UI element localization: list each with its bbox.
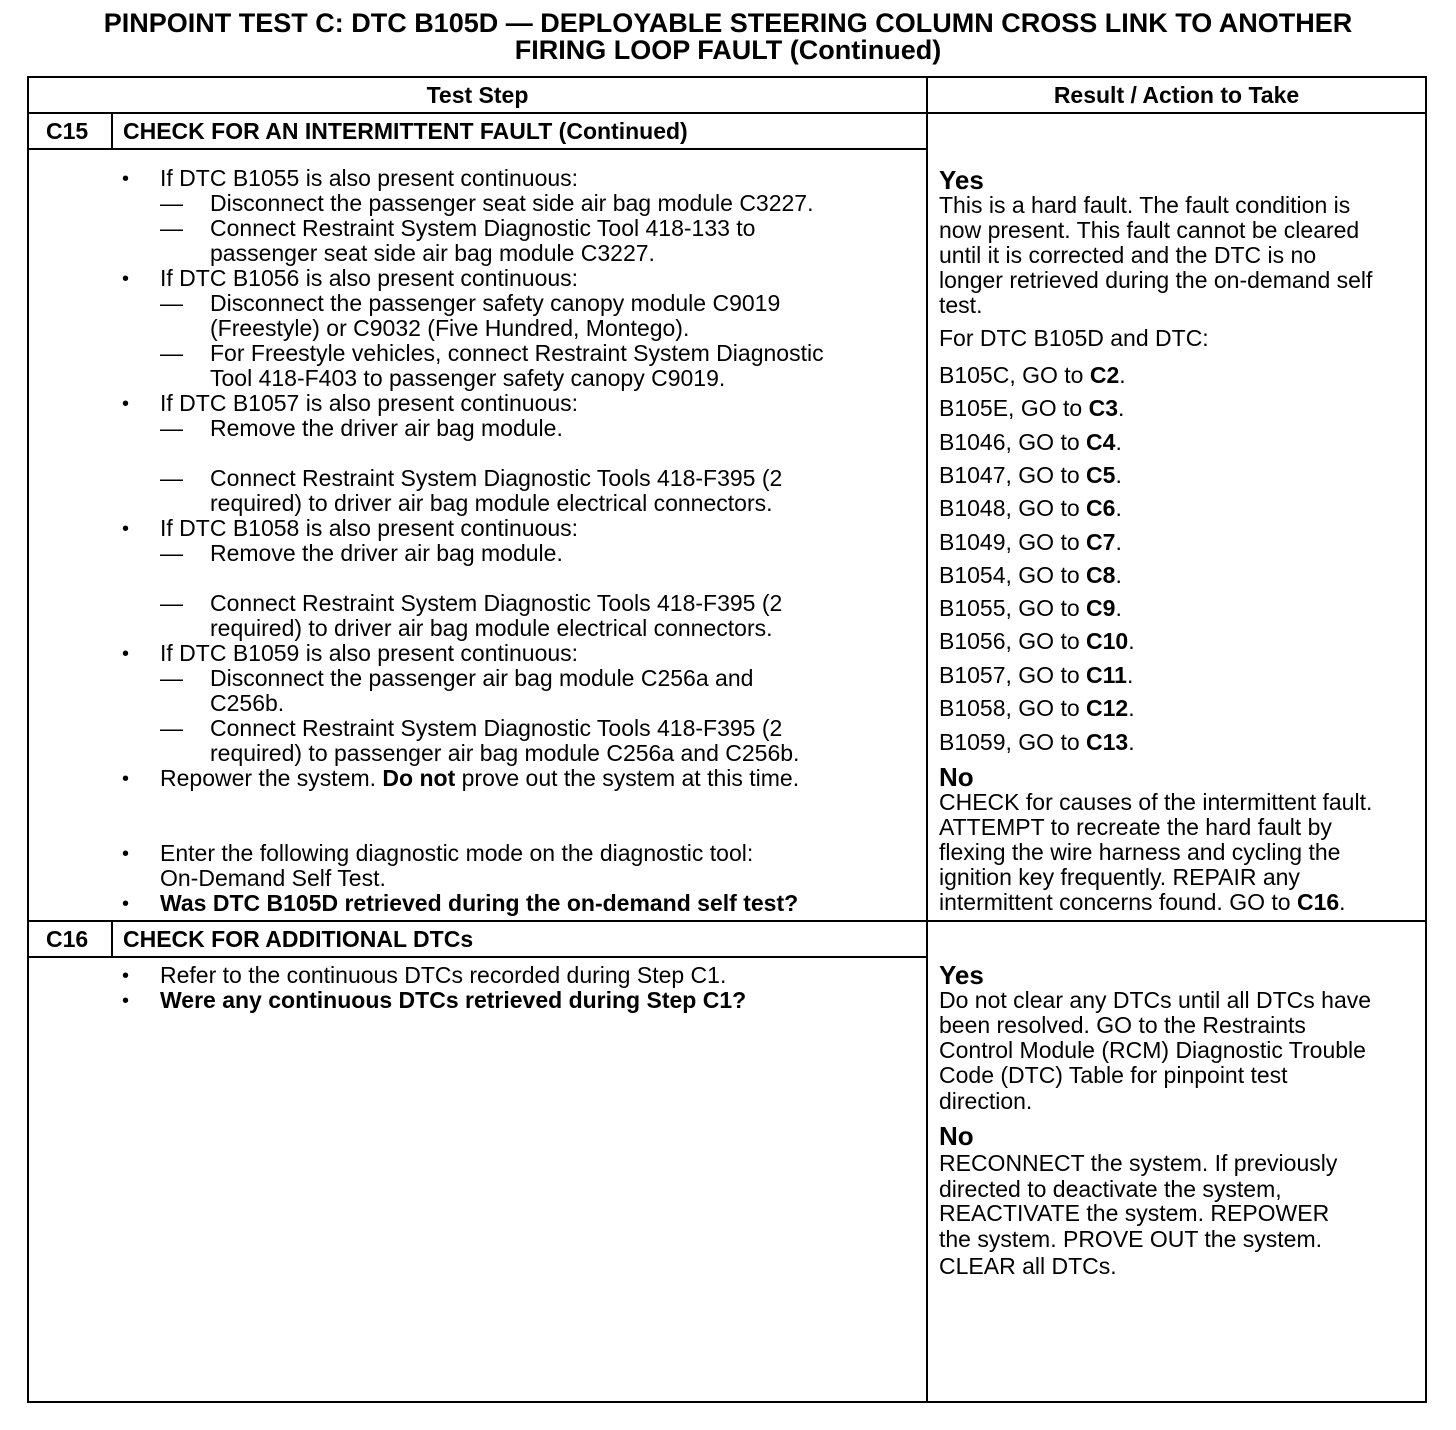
title-line-2: FIRING LOOP FAULT (Continued) xyxy=(514,35,942,65)
dash-icon: — xyxy=(160,190,183,216)
c16-yes-line: been resolved. GO to the Restraints xyxy=(939,1012,1306,1038)
dash-icon: — xyxy=(160,340,183,366)
dash-icon: — xyxy=(160,290,183,316)
c16-no-line: RECONNECT the system. If previously xyxy=(939,1150,1338,1176)
c15-substep-cont: (Freestyle) or C9032 (Five Hundred, Montego). xyxy=(210,315,690,341)
c15-substep: For Freestyle vehicles, connect Restraint System Diagnostic xyxy=(210,340,824,366)
c15-step-b1057: If DTC B1057 is also present continuous: xyxy=(160,390,579,416)
c16-yes-line: Do not clear any DTCs until all DTCs have xyxy=(939,987,1372,1013)
goto-item: B1057, GO to C11. xyxy=(939,662,1134,688)
column-divider xyxy=(926,76,928,1403)
c15-substep: Connect Restraint System Diagnostic Tool 418-133 to xyxy=(210,215,756,241)
goto-item: B105C, GO to C2. xyxy=(939,362,1126,388)
c15-substep-cont: required) to passenger air bag module C256a and C256b. xyxy=(210,740,800,766)
goto-item: B1049, GO to C7. xyxy=(939,529,1122,555)
bullet-icon: • xyxy=(122,168,130,190)
goto-item: B1054, GO to C8. xyxy=(939,562,1122,588)
c15-no-line: CHECK for causes of the intermittent fault. xyxy=(939,789,1373,815)
c15-substep: Remove the driver air bag module. xyxy=(210,540,563,566)
c15-no-line: ATTEMPT to recreate the hard fault by xyxy=(939,814,1332,840)
dash-icon: — xyxy=(160,590,183,616)
c16-yes-line: direction. xyxy=(939,1088,1033,1114)
c16-no-line: directed to deactivate the system, xyxy=(939,1176,1282,1202)
c15-no-line: intermittent concerns found. GO to C16. xyxy=(939,889,1346,915)
step-heading-c16: CHECK FOR ADDITIONAL DTCs xyxy=(123,926,474,952)
c15-step-b1059: If DTC B1059 is also present continuous: xyxy=(160,640,579,666)
c16-step-refer: Refer to the continuous DTCs recorded during Step C1. xyxy=(160,962,727,988)
no-label: No xyxy=(939,762,974,792)
c15-step-b1055: If DTC B1055 is also present continuous: xyxy=(160,165,579,191)
column-header-test-step: Test Step xyxy=(426,82,529,108)
dash-icon: — xyxy=(160,665,183,691)
bullet-icon: • xyxy=(122,518,130,540)
c15-step-repower: Repower the system. Do not prove out the system at this time. xyxy=(160,765,800,791)
c15-yes-line: until it is corrected and the DTC is no xyxy=(939,242,1317,268)
step-id-c16: C16 xyxy=(46,926,89,952)
c16-no-line: the system. PROVE OUT the system. xyxy=(939,1226,1323,1252)
bullet-icon: • xyxy=(122,843,130,865)
dash-icon: — xyxy=(160,415,183,441)
c16-heading-rule xyxy=(27,956,927,958)
yes-label: Yes xyxy=(939,165,984,195)
goto-item: B1048, GO to C6. xyxy=(939,495,1122,521)
bullet-icon: • xyxy=(122,893,130,915)
goto-item: B1046, GO to C4. xyxy=(939,429,1122,455)
bullet-icon: • xyxy=(122,393,130,415)
c15-substep-cont: passenger seat side air bag module C3227. xyxy=(210,240,655,266)
step-id-divider-c16 xyxy=(111,921,113,958)
dash-icon: — xyxy=(160,215,183,241)
c15-substep: Disconnect the passenger air bag module C256a and xyxy=(210,665,754,691)
step-id-divider-c15 xyxy=(111,113,113,150)
c16-yes-line: Code (DTC) Table for pinpoint test xyxy=(939,1062,1288,1088)
goto-item: B1059, GO to C13. xyxy=(939,729,1135,755)
goto-item: B1055, GO to C9. xyxy=(939,595,1122,621)
bullet-icon: • xyxy=(122,990,130,1012)
c15-substep: Connect Restraint System Diagnostic Tools 418-F395 (2 xyxy=(210,590,783,616)
goto-item: B105E, GO to C3. xyxy=(939,395,1125,421)
column-header-result: Result / Action to Take xyxy=(1053,82,1300,108)
step-heading-c15: CHECK FOR AN INTERMITTENT FAULT (Continued) xyxy=(123,118,688,144)
c15-end-rule xyxy=(27,920,1427,922)
c15-no-line: flexing the wire harness and cycling the xyxy=(939,839,1341,865)
goto-item: B1058, GO to C12. xyxy=(939,695,1135,721)
c15-substep-cont: Tool 418-F403 to passenger safety canopy C9019. xyxy=(210,365,726,391)
c16-no-line: REACTIVATE the system. REPOWER xyxy=(939,1200,1330,1226)
goto-item: B1047, GO to C5. xyxy=(939,462,1122,488)
c16-no-line: CLEAR all DTCs. xyxy=(939,1253,1117,1279)
bullet-icon: • xyxy=(122,768,130,790)
step-id-c15: C15 xyxy=(46,118,89,144)
c15-no-line: ignition key frequently. REPAIR any xyxy=(939,864,1300,890)
c15-substep: Connect Restraint System Diagnostic Tools 418-F395 (2 xyxy=(210,715,783,741)
c16-yes-line: Control Module (RCM) Diagnostic Trouble xyxy=(939,1037,1366,1063)
c15-yes-line: test. xyxy=(939,292,983,318)
goto-item: B1056, GO to C10. xyxy=(939,628,1135,654)
c15-substep-cont: C256b. xyxy=(210,690,285,716)
c15-yes-line: This is a hard fault. The fault condition is xyxy=(939,192,1351,218)
dash-icon: — xyxy=(160,540,183,566)
c15-step-b1056: If DTC B1056 is also present continuous: xyxy=(160,265,579,291)
header-rule xyxy=(27,112,1427,114)
c16-question: Were any continuous DTCs retrieved during Step C1? xyxy=(160,987,747,1013)
c15-substep: Disconnect the passenger safety canopy module C9019 xyxy=(210,290,781,316)
c15-question: Was DTC B105D retrieved during the on-demand self test? xyxy=(160,890,799,916)
dash-icon: — xyxy=(160,715,183,741)
c15-heading-rule xyxy=(27,148,927,150)
c15-substep-cont: required) to driver air bag module electrical connectors. xyxy=(210,615,773,641)
dtc-intro: For DTC B105D and DTC: xyxy=(939,325,1209,351)
bullet-icon: • xyxy=(122,965,130,987)
c15-substep: Connect Restraint System Diagnostic Tools 418-F395 (2 xyxy=(210,465,783,491)
c15-step-enter-mode-cont: On-Demand Self Test. xyxy=(160,865,386,891)
c15-substep-cont: required) to driver air bag module electrical connectors. xyxy=(210,490,773,516)
c15-yes-line: longer retrieved during the on-demand self xyxy=(939,267,1373,293)
c15-substep: Remove the driver air bag module. xyxy=(210,415,563,441)
c15-substep: Disconnect the passenger seat side air bag module C3227. xyxy=(210,190,814,216)
c15-yes-line: now present. This fault cannot be cleared xyxy=(939,217,1360,243)
bullet-icon: • xyxy=(122,643,130,665)
bullet-icon: • xyxy=(122,268,130,290)
c15-step-enter-mode: Enter the following diagnostic mode on the diagnostic tool: xyxy=(160,840,754,866)
c15-step-b1058: If DTC B1058 is also present continuous: xyxy=(160,515,579,541)
title-line-1: PINPOINT TEST C: DTC B105D — DEPLOYABLE STEERING COLUMN CROSS LINK TO ANOTHER xyxy=(103,8,1353,38)
yes-label: Yes xyxy=(939,960,984,990)
page-title xyxy=(0,10,1456,64)
no-label: No xyxy=(939,1121,974,1151)
dash-icon: — xyxy=(160,465,183,491)
